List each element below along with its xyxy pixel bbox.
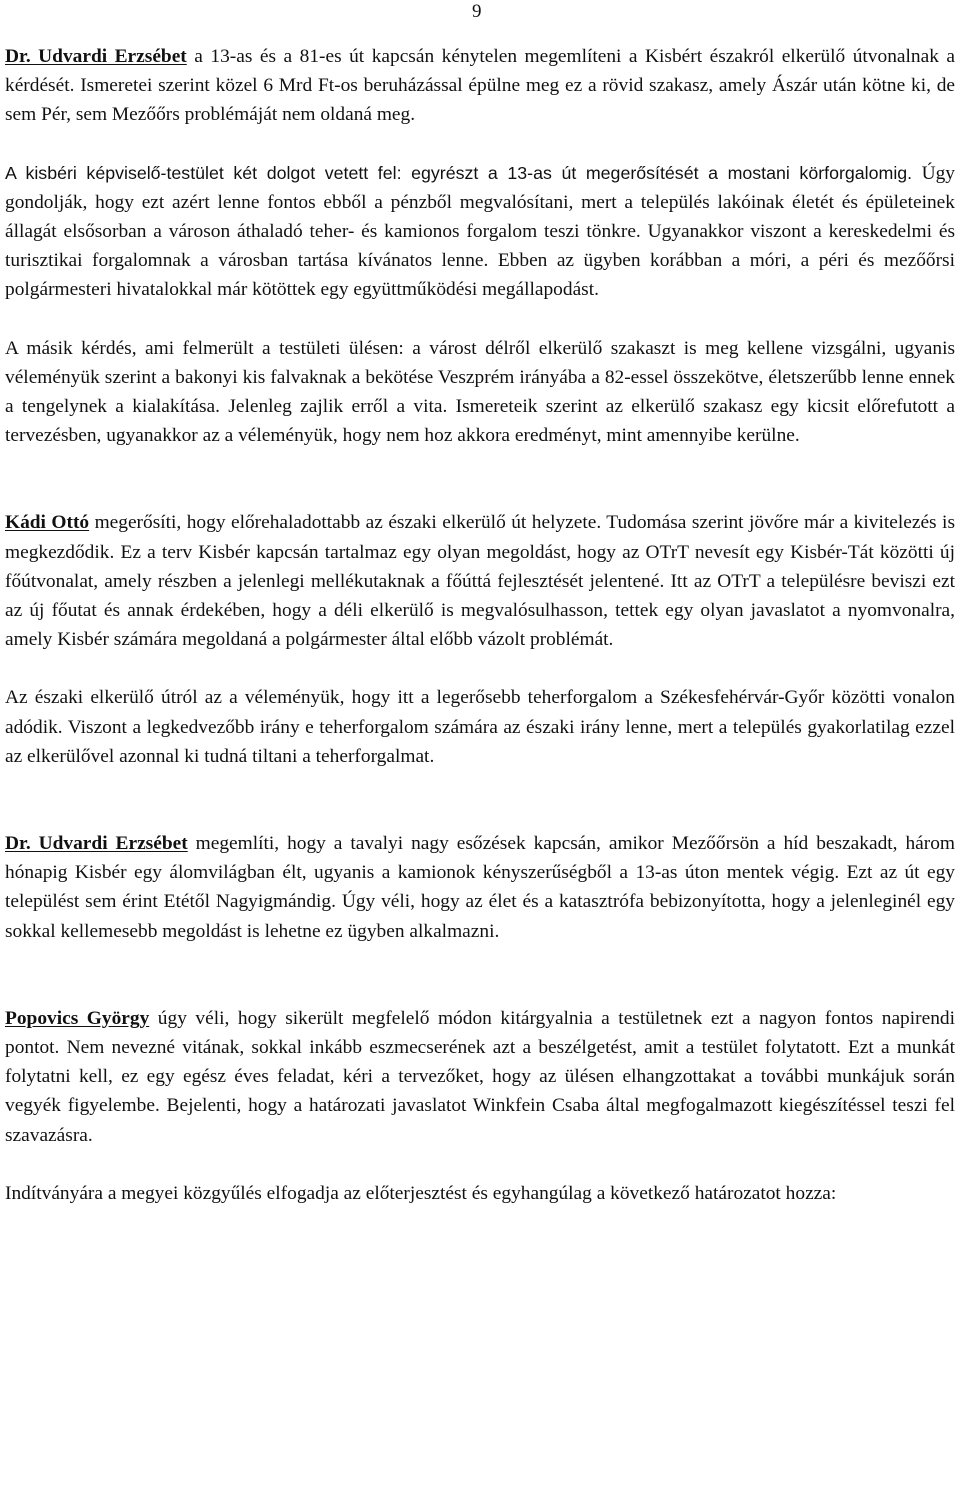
paragraph-udvardi-2 <box>5 829 955 946</box>
paragraph-inditvany <box>5 1179 955 1208</box>
paragraph-kisber-testulet <box>5 159 955 305</box>
paragraph-eszaki-elkerulo <box>5 683 955 771</box>
speaker-name: Popovics György <box>5 1007 150 1029</box>
paragraph-text: Úgy gondolják, hogy ezt azért lenne fontos ebből a pénzből megvalósítani, mert a település lakóinak életét és épületeinek állagát elsősorban a városon áthaladó teher- és kamionos forgalom teszi tönkre. Ugyanakkor viszont a kereskedelmi és turisztikai forgalomnak a városban tartása kívánatos lenne. Ebben az ügyben korábban a móri, a péri és mezőőrsi polgármesteri hivatalokkal már kötöttek egy együttműködési megállapodást. <box>5 162 955 301</box>
paragraph-text: Indítványára a megyei közgyűlés elfogadja az előterjesztést és egyhangúlag a következő határozatot hozza: <box>5 1182 837 1204</box>
paragraph-text: A másik kérdés, ami felmerült a testületi ülésen: a várost délről elkerülő szakaszt is meg kellene vizsgálni, ugyanis véleményük szerint a bakonyi kis falvaknak a bekötése Veszprém irányába a 82-essel összekötve, életszerűbb lenne ennek a tengelynek a kialakítása. Jelenleg zajlik erről a vita. Ismereteik szerint az elkerülő szakasz egy kicsit előrefutott a tervezésben, ugyanakkor az a véleményük, hogy nem hoz akkora eredményt, mint amennyibe kerülne. <box>5 337 955 447</box>
paragraph-text-sans: A kisbéri képviselő-testület két dolgot vetett fel: egyrészt a 13-as út megerősítését a mostani körforgalomig. <box>5 162 913 183</box>
paragraph-udvardi-1 <box>5 42 955 130</box>
paragraph-text: úgy véli, hogy sikerült megfelelő módon kitárgyalnia a testületnek ezt a nagyon fontos napirendi pontot. Nem nevezné vitának, sokkal inkább eszmecserének azt a beszélgetést, amit a testület folytatott. Ezt a munkát folytatni kell, ez egy egész éves feladat, kéri a tervezőket, hogy az ülésen elhangzottakat a további munkájuk során vegyék figyelembe. Bejelenti, hogy a határozati javaslatot Winkfein Csaba által megfogalmazott kiegészítéssel teszi fel szavazásra. <box>5 1007 955 1146</box>
speaker-name: Dr. Udvardi Erzsébet <box>5 46 187 67</box>
paragraph-text: Az északi elkerülő útról az a véleményük, hogy itt a legerősebb teherforgalom a Székesfehérvár-Győr közötti vonalon adódik. Viszont a legkedvezőbb irány e teherforgalom számára az északi irány lenne, mert a település gyakorlatilag ezzel az elkerülővel azonnal ki tudná tiltani a teherforgalmat. <box>5 687 955 767</box>
paragraph-text: megerősíti, hogy előrehaladottabb az északi elkerülő út helyzete. Tudomása szerint jövőre már a kivitelezés is megkezdődik. Ez a terv Kisbér kapcsán tartalmaz egy olyan megoldást, hogy az OTrT nevesít egy Kisbér-Tát közötti új főútvonalat, amely részben a jelenlegi mellékutaknak a főúttá fejlesztését jelentené. Itt az OTrT a településre beviszi ezt az új főutat és annak érdekében, hogy a déli elkerülő is megvalósulhasson, tettek egy olyan javaslatot a nyomvonalra, amely Kisbér számára megoldaná a polgármester által előbb vázolt problémát. <box>5 512 955 651</box>
paragraph-text: megemlíti, hogy a tavalyi nagy esőzések kapcsán, amikor Mezőőrsön a híd beszakadt, három hónapig Kisbér egy álomvilágban élt, ugyanis a kamionok kényszerűségből a 13-as úton mentek végig. Ezt az út egy települést sem érint Etétől Nagyigmándig. Úgy véli, hogy az élet és a katasztrófa bebizonyította, hogy a jelenleginél egy sokkal kellemesebb megoldást is lehetne ez ügyben alkalmazni. <box>5 833 955 942</box>
speaker-name: Dr. Udvardi Erzsébet <box>5 833 188 855</box>
document-body <box>5 42 955 1208</box>
paragraph-kadi <box>5 508 955 654</box>
paragraph-masik-kerdes <box>5 334 955 451</box>
paragraph-text: a 13-as és a 81-es út kapcsán kénytelen megemlíteni a Kisbért északról elkerülő útvonalnak a kérdését. Ismeretei szerint közel 6 Mrd Ft-os beruházással épülne meg ez a rövid szakasz, amely Ászár után kötne ki, de sem Pér, sem Mezőőrs problémáját nem oldaná meg. <box>5 46 955 126</box>
page-number: 9 <box>472 1 482 22</box>
speaker-name: Kádi Ottó <box>5 512 90 534</box>
paragraph-popovics <box>5 1004 955 1150</box>
